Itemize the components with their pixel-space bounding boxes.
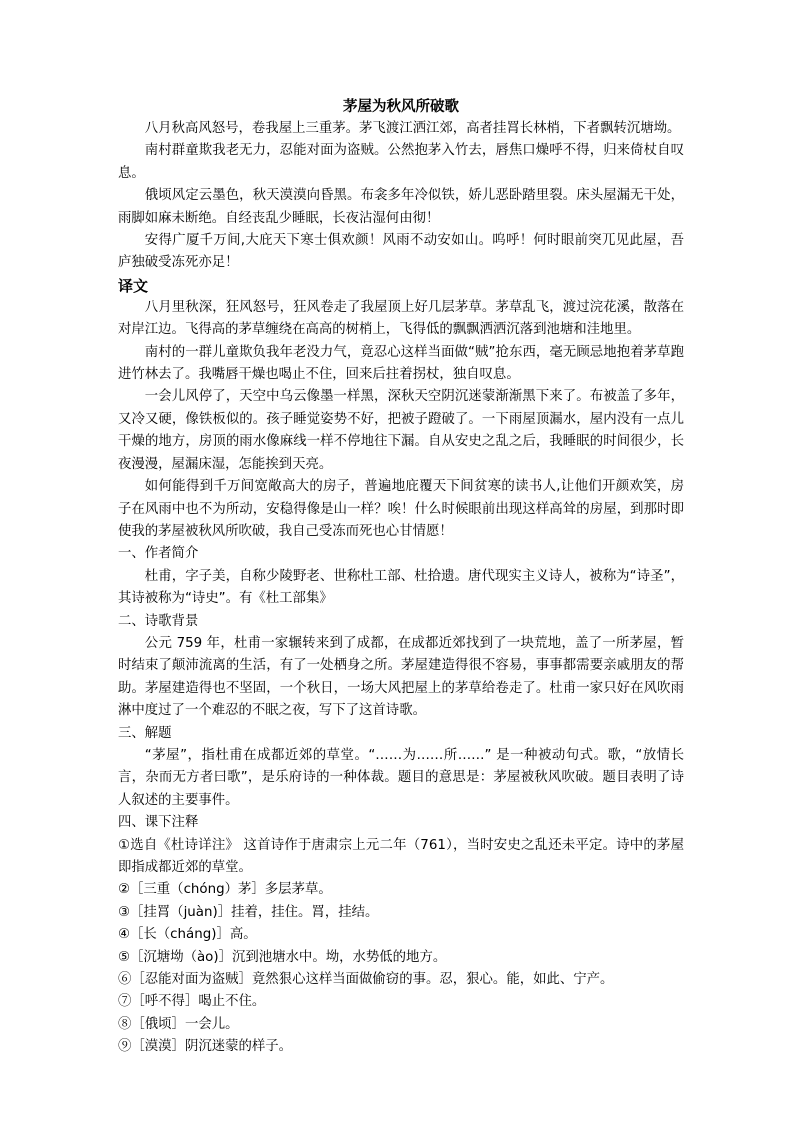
note-item: ⑥［忍能对面为盗贼］竟然狠心这样当面做偷窃的事。忍，狠心。能，如此、宁产。	[118, 972, 614, 988]
note-item: ④［长（cháng)］高。	[118, 927, 257, 943]
translation-body	[118, 297, 684, 543]
poem-stanza: 俄顷风定云墨色，秋天漠漠向昏黑。布衾多年冷似铁，娇儿恶卧踏里裂。床头屋漏无干处，雨脚如麻未断绝。自经丧乱少睡眠，长夜沾湿何由彻！	[118, 188, 684, 226]
note-item: ②［三重（chóng）茅］多层茅草。	[118, 882, 332, 898]
author-heading: 一、作者简介	[118, 546, 199, 562]
poem-stanza: 八月秋高风怒号，卷我屋上三重茅。茅飞渡江洒江郊，高者挂罥长林梢，下者飘转沉塘坳。	[144, 121, 681, 136]
author-text: 杜甫，字子美，自称少陵野老、世称杜工部、杜拾遗。唐代现实主义诗人，被称为“诗圣”，其诗被称为“诗史”。有《杜工部集》	[118, 568, 684, 607]
note-item: ⑧［俄顷］一会儿。	[118, 1016, 239, 1032]
poem-stanza: 安得广厦千万间,大庇天下寒士俱欢颜！风雨不动安如山。呜呼！何时眼前突兀见此屋，吾庐独破受冻死亦足！	[118, 233, 684, 271]
translation-heading: 译文	[118, 276, 149, 295]
background-text: 公元 759 年，杜甫一家辗转来到了成都，在成都近郊找到了一块荒地，盖了一所茅屋，暂时结束了颠沛流离的生活，有了一处栖身之所。茅屋建造得很不容易，事事都需要亲戚朋友的帮助。茅屋建造得也不坚固，一个秋日，一场大风把屋上的茅草给卷走了。杜甫一家只好在风吹雨淋中度过了一个难忍的不眠之夜，写下了这首诗歌。	[118, 635, 684, 719]
background-heading: 二、诗歌背景	[118, 613, 199, 629]
translation-paragraph: 如何能得到千万间宽敞高大的房子，普遍地庇覆天下间贫寒的读书人,让他们开颜欢笑，房子在风雨中也不为所动，安稳得像是山一样？唉！什么时候眼前出现这样高耸的房屋，到那时即使我的茅屋被秋风所吹破，我自己受冻而死也心甘情愿！	[118, 479, 684, 539]
poem-body	[118, 118, 684, 275]
poem-stanza: 南村群童欺我老无力，忍能对面为盗贼。公然抱茅入竹去，唇焦口燥呼不得，归来倚杖自叹息。	[118, 143, 684, 181]
explanation-heading: 三、解题	[118, 725, 172, 741]
document-page	[118, 96, 684, 1059]
poem-title: 茅屋为秋风所破歌	[343, 99, 459, 115]
notes-list	[118, 835, 684, 1059]
translation-paragraph: 八月里秋深，狂风怒号，狂风卷走了我屋顶上好几层茅草。茅草乱飞，渡过浣花溪，散落在对岸江边。飞得高的茅草缠绕在高高的树梢上，飞得低的飘飘洒洒沉落到池塘和洼地里。	[118, 299, 684, 338]
note-item: ③［挂罥（juàn)］挂着，挂住。罥，挂结。	[118, 904, 379, 920]
notes-heading: 四、课下注释	[118, 815, 199, 831]
translation-paragraph: 一会儿风停了，天空中乌云像墨一样黑，深秋天空阴沉迷蒙渐渐黑下来了。布被盖了多年，又冷又硬，像铁板似的。孩子睡觉姿势不好，把被子蹬破了。一下雨屋顶漏水，屋内没有一点儿干燥的地方，房顶的雨水像麻线一样不停地往下漏。自从安史之乱之后，我睡眠的时间很少，长夜漫漫，屋漏床湿，怎能挨到天亮。	[118, 389, 684, 472]
note-item: ①选自《杜诗详注》 这首诗作于唐肃宗上元二年（761），当时安史之乱还未平定。诗中的茅屋即指成都近郊的草堂。	[118, 837, 684, 875]
translation-paragraph: 南村的一群儿童欺负我年老没力气，竟忍心这样当面做“贼”抢东西，毫无顾忌地抱着茅草跑进竹林去了。我嘴唇干燥也喝止不住，回来后拄着拐杖，独自叹息。	[118, 344, 684, 383]
explanation-text: “茅屋”，指杜甫在成都近郊的草堂。“……为……所……” 是一种被动句式。歌，“放情长言，杂而无方者曰歌”，是乐府诗的一种体裁。题目的意思是：茅屋被秋风吹破。题目表明了诗人叙述的主要事件。	[118, 747, 684, 808]
note-item: ⑤［沉塘坳（ào)］沉到池塘水中。坳，水势低的地方。	[118, 949, 447, 965]
note-item: ⑨［漠漠］阴沉迷蒙的样子。	[118, 1039, 293, 1055]
note-item: ⑦［呼不得］喝止不住。	[118, 994, 266, 1010]
